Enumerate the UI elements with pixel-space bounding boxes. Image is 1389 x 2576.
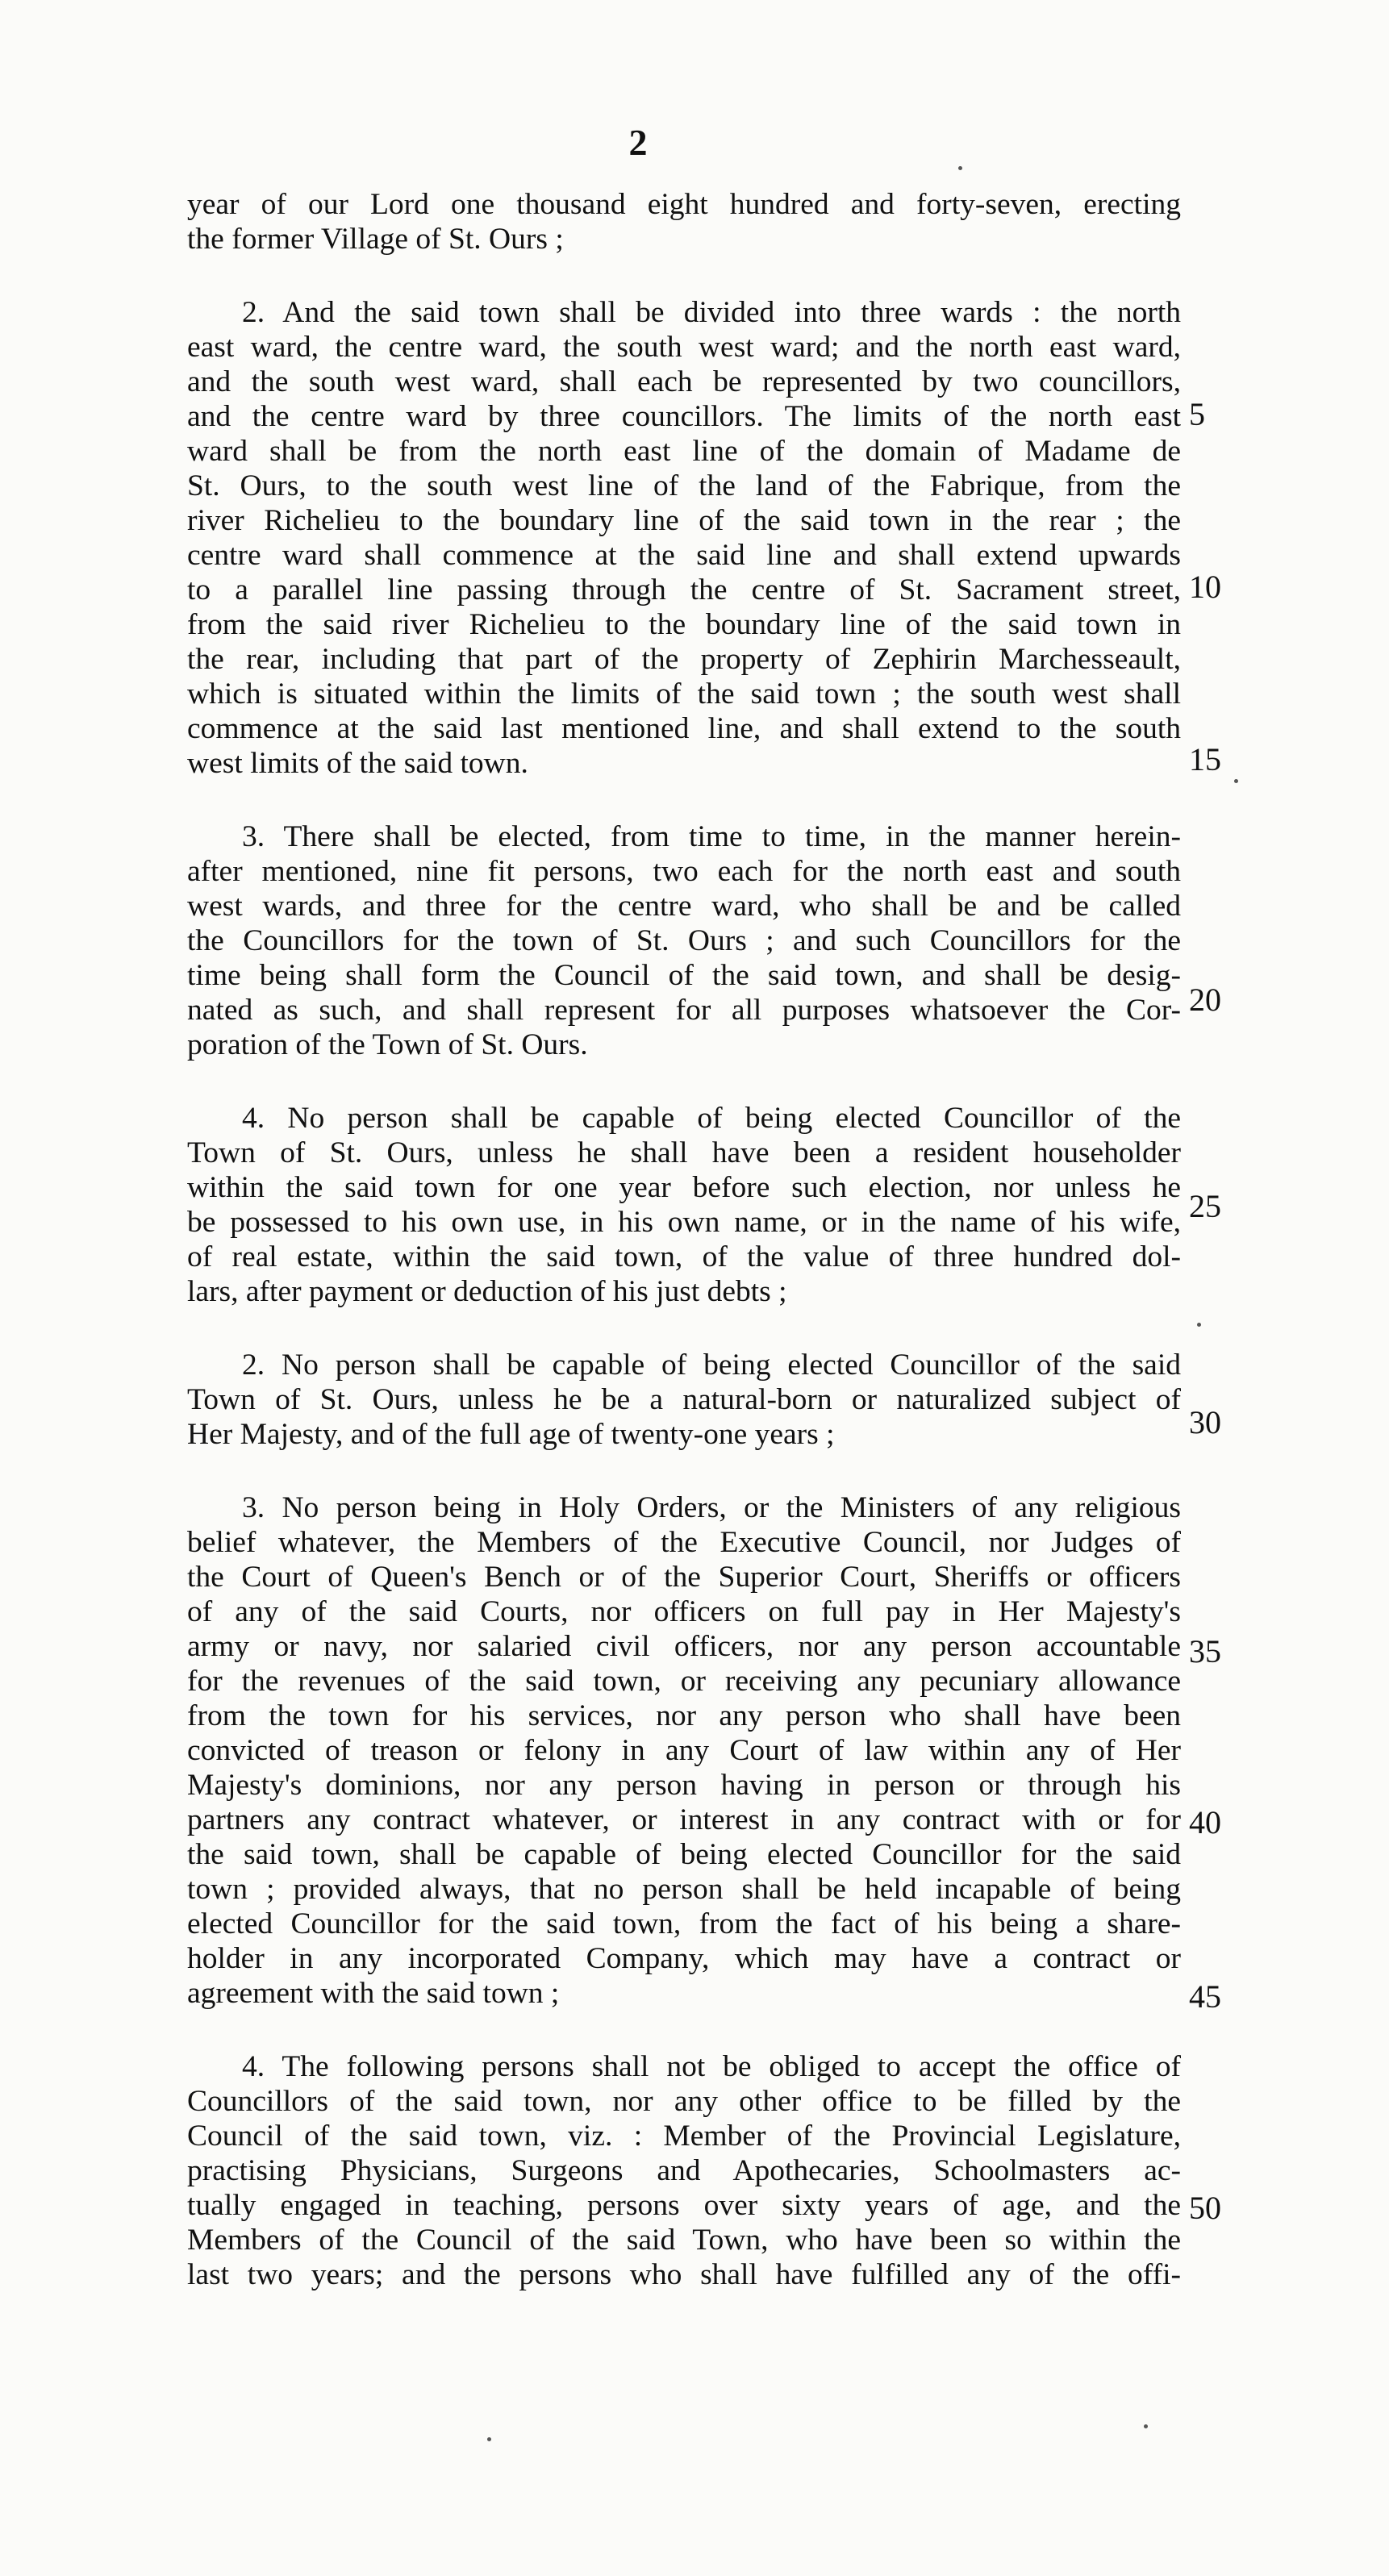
- text-line: belief whatever, the Members of the Executive Council, nor Judges of: [187, 1526, 1181, 1559]
- text-line: and the south west ward, shall each be represented by two councillors,: [187, 365, 1181, 398]
- paragraph-subsection-4-exemptions: [187, 2049, 1181, 2292]
- scan-speck: [487, 2437, 491, 2441]
- text-line: the former Village of St. Ours ;: [187, 223, 564, 256]
- line-number-5: 5: [1189, 396, 1205, 432]
- line-number-50: 50: [1189, 2190, 1221, 2226]
- scan-speck: [958, 166, 962, 170]
- scan-speck: [1144, 2424, 1148, 2428]
- text-line: Councillors of the said town, nor any other office to be filled by the: [187, 2085, 1181, 2118]
- text-line: 4. The following persons shall not be obliged to accept the office of: [242, 2050, 1181, 2083]
- text-line: holder in any incorporated Company, which may have a contract or: [187, 1942, 1181, 1975]
- paragraph-continuation: [187, 187, 1181, 256]
- text-line: within the said town for one year before such election, nor unless he: [187, 1171, 1181, 1204]
- text-line: 3. There shall be elected, from time to time, in the manner herein-: [242, 820, 1181, 853]
- text-line: the Court of Queen's Bench or of the Superior Court, Sheriffs or officers: [187, 1561, 1181, 1594]
- text-line: which is situated within the limits of the said town ; the south west shall: [187, 677, 1181, 711]
- paragraph-subsection-2-age: [187, 1348, 1181, 1452]
- line-number-25: 25: [1189, 1188, 1221, 1224]
- text-line: centre ward shall commence at the said line and shall extend upwards: [187, 539, 1181, 572]
- text-line: 4. No person shall be capable of being elected Councillor of the: [242, 1102, 1181, 1135]
- line-number-40: 40: [1189, 1804, 1221, 1840]
- text-line: be possessed to his own use, in his own name, or in the name of his wife,: [187, 1206, 1181, 1239]
- text-line: and the centre ward by three councillors. The limits of the north east: [187, 400, 1181, 433]
- text-line: practising Physicians, Surgeons and Apothecaries, Schoolmasters ac-: [187, 2154, 1181, 2187]
- text-line: elected Councillor for the said town, from the fact of his being a share-: [187, 1907, 1181, 1940]
- text-line: nated as such, and shall represent for all purposes whatsoever the Cor-: [187, 994, 1181, 1027]
- text-line: army or navy, nor salaried civil officers, nor any person accountable: [187, 1630, 1181, 1663]
- text-line: partners any contract whatever, or interest in any contract with or for: [187, 1803, 1181, 1836]
- text-line: agreement with the said town ;: [187, 1977, 560, 2010]
- text-line: of any of the said Courts, nor officers on full pay in Her Majesty's: [187, 1595, 1181, 1628]
- line-number-45: 45: [1189, 1978, 1221, 2015]
- text-line: west wards, and three for the centre ward, who shall be and be called: [187, 890, 1181, 923]
- text-line: convicted of treason or felony in any Court of law within any of Her: [187, 1734, 1181, 1767]
- line-number-35: 35: [1189, 1633, 1221, 1669]
- text-line: 2. And the said town shall be divided into three wards : the north: [242, 296, 1181, 329]
- paragraph-subsection-3-disqualification: [187, 1490, 1181, 2011]
- scan-speck: [1234, 779, 1238, 783]
- text-line: east ward, the centre ward, the south west ward; and the north east ward,: [187, 331, 1181, 364]
- line-number-10: 10: [1189, 569, 1221, 605]
- text-line: 3. No person being in Holy Orders, or the Ministers of any religious: [242, 1491, 1181, 1524]
- text-line: after mentioned, nine fit persons, two each for the north east and south: [187, 855, 1181, 888]
- text-line: Members of the Council of the said Town, who have been so within the: [187, 2224, 1181, 2257]
- paragraph-section-2-wards: [187, 295, 1181, 781]
- paragraph-section-3-councillors: [187, 819, 1181, 1062]
- text-line: town ; provided always, that no person shall be held incapable of being: [187, 1873, 1181, 1906]
- text-line: west limits of the said town.: [187, 747, 528, 780]
- text-line: from the said river Richelieu to the boundary line of the said town in: [187, 608, 1181, 641]
- page-number: 2: [628, 122, 648, 163]
- paragraph-section-4-qualification: [187, 1101, 1181, 1309]
- text-line: commence at the said last mentioned line, and shall extend to the south: [187, 712, 1181, 745]
- text-line: tually engaged in teaching, persons over sixty years of age, and the: [187, 2189, 1181, 2222]
- line-number-15: 15: [1189, 741, 1221, 777]
- text-line: Town of St. Ours, unless he shall have been a resident householder: [187, 1136, 1181, 1169]
- text-line: Her Majesty, and of the full age of twenty-one years ;: [187, 1418, 835, 1451]
- body-text: [187, 187, 1181, 2331]
- text-line: the Councillors for the town of St. Ours ; and such Councillors for the: [187, 924, 1181, 957]
- line-number-20: 20: [1189, 982, 1221, 1018]
- text-line: 2. No person shall be capable of being elected Councillor of the said: [242, 1348, 1181, 1382]
- text-line: Town of St. Ours, unless he be a natural-born or naturalized subject of: [187, 1383, 1181, 1416]
- text-line: year of our Lord one thousand eight hundred and forty-seven, erecting: [187, 188, 1181, 221]
- text-line: poration of the Town of St. Ours.: [187, 1028, 588, 1061]
- text-line: of real estate, within the said town, of the value of three hundred dol-: [187, 1240, 1181, 1273]
- text-line: Majesty's dominions, nor any person having in person or through his: [187, 1769, 1181, 1802]
- text-line: St. Ours, to the south west line of the land of the Fabrique, from the: [187, 469, 1181, 502]
- text-line: ward shall be from the north east line of the domain of Madame de: [187, 435, 1181, 468]
- text-line: lars, after payment or deduction of his just debts ;: [187, 1275, 787, 1308]
- text-line: the said town, shall be capable of being elected Councillor for the said: [187, 1838, 1181, 1871]
- text-line: from the town for his services, nor any person who shall have been: [187, 1699, 1181, 1732]
- text-line: for the revenues of the said town, or receiving any pecuniary allowance: [187, 1665, 1181, 1698]
- line-number-30: 30: [1189, 1404, 1221, 1440]
- text-line: last two years; and the persons who shall have fulfilled any of the offi-: [187, 2258, 1181, 2291]
- scan-speck: [1197, 1323, 1201, 1327]
- text-line: to a parallel line passing through the centre of St. Sacrament street,: [187, 573, 1181, 606]
- text-line: river Richelieu to the boundary line of the said town in the rear ; the: [187, 504, 1181, 537]
- text-line: Council of the said town, viz. : Member of the Provincial Legislature,: [187, 2120, 1181, 2153]
- text-line: the rear, including that part of the property of Zephirin Marchesseault,: [187, 643, 1181, 676]
- text-line: time being shall form the Council of the said town, and shall be desig-: [187, 959, 1181, 992]
